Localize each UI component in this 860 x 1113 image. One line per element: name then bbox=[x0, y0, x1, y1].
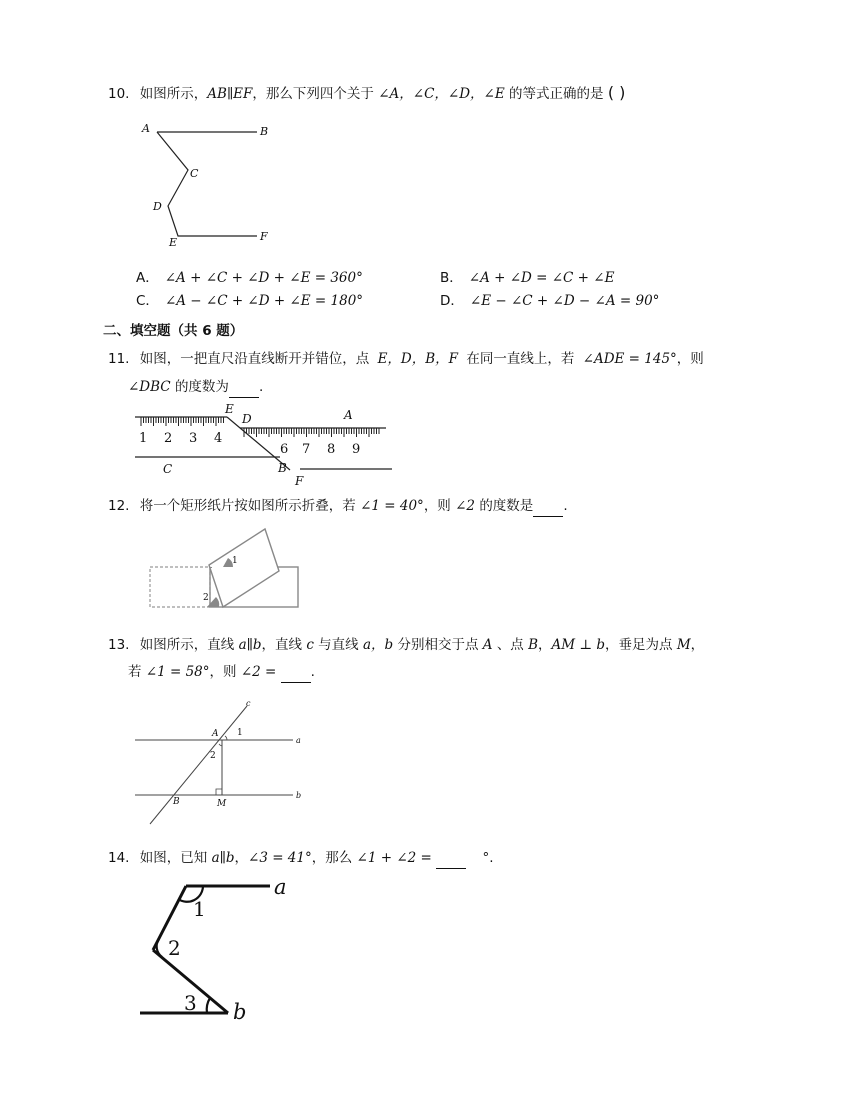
answer-parentheses[interactable]: ( ) bbox=[607, 83, 626, 102]
label-F: F bbox=[260, 230, 268, 243]
ruler-num: 1 bbox=[139, 431, 148, 446]
label-C: C bbox=[190, 167, 199, 180]
label-A: A bbox=[212, 729, 219, 739]
question-number: 10. bbox=[108, 86, 130, 102]
question-13-stem-line1: 13. 如图所示，直线 a∥b，直线 c 与直线 a，b 分别相交于点 A 、点 B，AM ⊥ b，垂足为点 M， bbox=[108, 637, 705, 653]
question-13-stem-line2: 若 ∠1 = 58°，则 ∠2 = . bbox=[128, 662, 315, 683]
label-angle-2: 2 bbox=[210, 751, 216, 761]
q11-ruler-figure bbox=[130, 400, 400, 490]
label-angle-3: 3 bbox=[184, 991, 197, 1015]
answer-blank[interactable] bbox=[229, 377, 259, 398]
label-b: b bbox=[233, 1000, 247, 1024]
question-11-stem-line1: 11. 如图，一把直尺沿直线断开并错位，点 E，D，B，F 在同一直线上，若 ∠ADE = 145°，则 bbox=[108, 351, 704, 367]
option-A[interactable]: A． ∠A + ∠C + ∠D + ∠E = 360° bbox=[136, 270, 363, 286]
answer-blank[interactable] bbox=[533, 496, 563, 517]
label-D: D bbox=[153, 200, 162, 213]
label-A: A bbox=[142, 122, 150, 135]
answer-blank[interactable] bbox=[281, 662, 311, 683]
label-E: E bbox=[169, 236, 178, 249]
label-angle-1: 1 bbox=[232, 556, 238, 566]
label-a: a bbox=[274, 875, 287, 899]
q12-fold-figure bbox=[145, 525, 305, 615]
answer-blank[interactable] bbox=[436, 848, 466, 869]
label-a: a bbox=[296, 736, 301, 745]
ruler-num: 4 bbox=[214, 431, 223, 446]
question-12-stem: 12. 将一个矩形纸片按如图所示折叠，若 ∠1 = 40°，则 ∠2 的度数是 . bbox=[108, 496, 568, 517]
label-angle-1: 1 bbox=[237, 728, 243, 738]
label-angle-2: 2 bbox=[203, 593, 209, 603]
q13-figure bbox=[135, 698, 310, 828]
question-number: 13. bbox=[108, 637, 130, 653]
question-14-stem: 14. 如图，已知 a∥b，∠3 = 41°，那么 ∠1 + ∠2 = °. bbox=[108, 848, 494, 869]
option-B[interactable]: B． ∠A + ∠D = ∠C + ∠E bbox=[440, 270, 615, 286]
label-M: M bbox=[217, 799, 227, 809]
question-number: 12. bbox=[108, 498, 130, 514]
question-number: 14. bbox=[108, 850, 130, 866]
label-A: A bbox=[344, 408, 353, 422]
label-B: B bbox=[260, 125, 269, 138]
ruler-num: 7 bbox=[302, 442, 311, 457]
label-B: B bbox=[278, 461, 287, 475]
label-D: D bbox=[242, 412, 252, 426]
label-c: c bbox=[246, 699, 251, 708]
option-D[interactable]: D． ∠E − ∠C + ∠D − ∠A = 90° bbox=[440, 293, 660, 309]
ruler-num: 6 bbox=[280, 442, 289, 457]
q10-figure bbox=[140, 118, 280, 253]
label-angle-2: 2 bbox=[168, 936, 181, 960]
question-11-stem-line2: ∠DBC 的度数为 . bbox=[128, 377, 263, 398]
label-E: E bbox=[225, 402, 234, 416]
ruler-num: 9 bbox=[352, 442, 361, 457]
question-number: 11. bbox=[108, 351, 130, 367]
ruler-num: 2 bbox=[164, 431, 173, 446]
q14-figure bbox=[138, 875, 288, 1025]
label-B: B bbox=[173, 797, 180, 807]
label-b: b bbox=[296, 791, 302, 800]
label-angle-1: 1 bbox=[193, 897, 206, 921]
ruler-num: 8 bbox=[327, 442, 336, 457]
parallel-condition: AB∥EF bbox=[207, 86, 253, 102]
label-F: F bbox=[295, 474, 304, 488]
label-C: C bbox=[163, 462, 173, 476]
ruler-num: 3 bbox=[189, 431, 198, 446]
option-C[interactable]: C． ∠A − ∠C + ∠D + ∠E = 180° bbox=[136, 293, 364, 309]
section-heading: 二、填空题（共 6 题） bbox=[103, 323, 244, 339]
question-10-stem: 10. 如图所示，AB∥EF，那么下列四个关于 ∠A，∠C，∠D，∠E 的等式正确的是 ( ) bbox=[108, 83, 626, 102]
